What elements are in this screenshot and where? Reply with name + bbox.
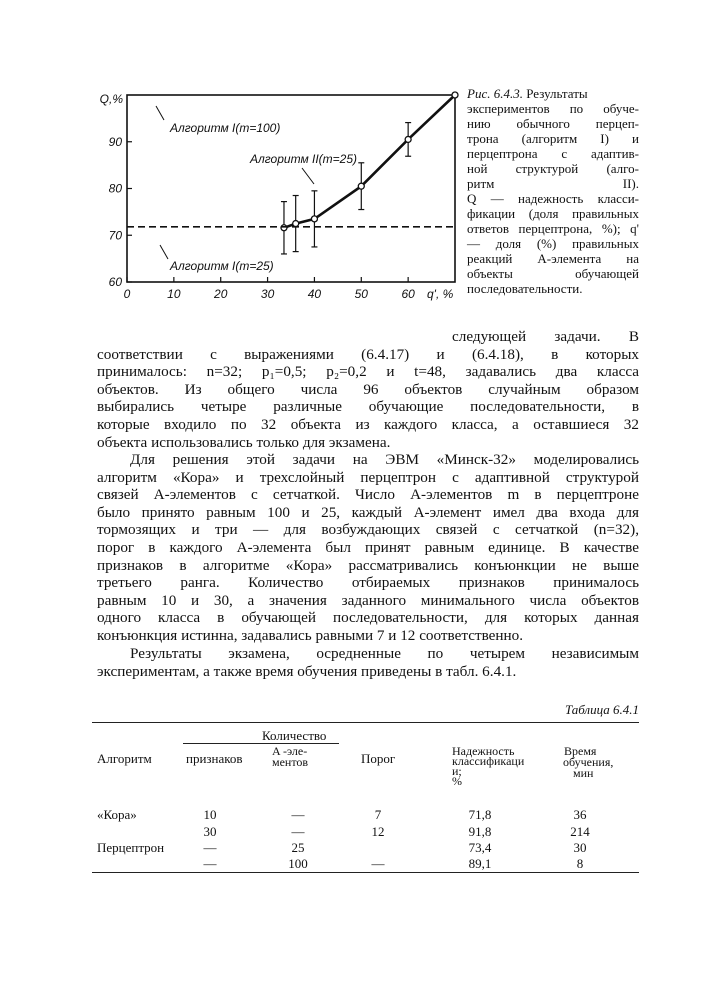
figure-caption-line: трона (алгоритм I) и <box>467 131 639 146</box>
text-line: следующей задачи. В <box>452 328 639 345</box>
th-reliability-1: Надежность <box>452 744 515 758</box>
text-line: которые входило по 32 объекта из каждого класса, а оставшиеся 32 <box>97 415 639 433</box>
y-tick-label: 90 <box>108 134 122 149</box>
th-elements-1: A -эле- <box>272 744 308 758</box>
text-line: объектов. Из общего числа 96 объектов случайным образом <box>97 380 639 398</box>
paragraph-3 <box>97 645 639 680</box>
figure-caption-label: Рис. 6.4.3. <box>467 86 523 101</box>
data-point <box>281 225 287 231</box>
text-line: тормозящих и три — для возбуждающих связей с сетчаткой (n=32), <box>97 521 639 539</box>
figure-caption <box>467 86 639 296</box>
table-cell-threshold: — <box>371 856 385 871</box>
table-bottom-rule <box>92 872 639 873</box>
x-tick-label: 0 <box>123 287 131 301</box>
table-cell-elements: — <box>291 824 305 839</box>
paragraph-1 <box>97 328 639 451</box>
text-line: третьего ранга. Количество отбираемых признаков принималось <box>97 574 639 592</box>
table-cell-threshold: 7 <box>374 807 382 822</box>
text-line: Результаты экзамена, осредненные по четырем независимым <box>130 645 639 662</box>
table-cell-threshold: 12 <box>371 824 385 839</box>
th-quantity: Количество <box>262 728 327 743</box>
table-caption: Таблица 6.4.1 <box>564 702 639 717</box>
figure-caption-line: нию обычного перцеп- <box>467 116 639 131</box>
x-tick-label: 60 <box>401 287 415 301</box>
text-line: принималось: n=32; p₁=0,5; p₂=0,2 и t=48, задавались два класса <box>97 363 639 381</box>
figure-caption-line: экспериментов по обуче- <box>467 101 639 116</box>
figure-caption-line: фикации (доля правильных <box>467 206 639 221</box>
figure-caption-line: ответов перцептрона, %); q' <box>467 221 639 236</box>
table-top-rule <box>92 722 639 723</box>
y-tick-label: 70 <box>108 228 122 243</box>
x-tick-label: 40 <box>307 287 322 301</box>
th-features: признаков <box>186 751 243 766</box>
y-tick-label: 80 <box>108 181 122 196</box>
data-point <box>293 221 299 227</box>
chart-annotations <box>156 106 357 273</box>
table-cell-time: 8 <box>576 856 584 871</box>
table-cell-time: 36 <box>573 807 587 822</box>
text-line: алгоритм «Кора» и трехслойный перцептрон с адаптивной структурой <box>97 468 639 486</box>
text-line: соответствии с выражениями (6.4.17) и (6.4.18), в которых <box>97 345 639 363</box>
figure-caption-line: Q — надежность класси- <box>467 191 639 206</box>
chart-series <box>127 92 458 254</box>
table-cell-features: 10 <box>203 807 217 822</box>
table-cell-time: 30 <box>573 840 587 855</box>
table-cell-algorithm: Перцептрон <box>97 840 165 855</box>
text-line: Для решения этой задачи на ЭВМ «Минск-32» моделировались <box>130 451 639 468</box>
table-cell-algorithm: «Кора» <box>97 807 137 822</box>
th-elements-2: ментов <box>272 755 309 769</box>
y-axis-label: Q,% <box>99 92 123 106</box>
th-reliability-4: % <box>452 774 462 788</box>
paragraph-2 <box>97 451 639 645</box>
text-line: порог в каждого A-элемента был принят равным единице. В качестве <box>97 538 639 556</box>
figure-caption-line: ритм II). <box>467 176 639 191</box>
th-reliability-3: и; <box>452 764 462 778</box>
table-cell-reliability: 89,1 <box>468 856 492 871</box>
text-line: равным 10 и 30, а значения заданного минимального числа объектов <box>97 591 639 609</box>
text-line: связей A-элементов с сетчаткой. Число A-элементов m в перцептроне <box>97 486 639 504</box>
th-threshold: Порог <box>361 751 396 766</box>
text-line: одного класса в обучающей последовательности, для которых данная <box>97 609 639 627</box>
table-cell-features: — <box>203 840 217 855</box>
th-algorithm: Алгоритм <box>97 751 152 766</box>
x-axis-label: q', % <box>427 287 454 301</box>
figure-caption-line: последовательности. <box>467 281 583 296</box>
data-point <box>452 92 458 98</box>
table-cell-reliability: 71,8 <box>468 807 492 822</box>
annotation-leader <box>156 106 164 120</box>
figure-chart <box>82 80 472 310</box>
th-time-2: обучения, <box>563 755 614 769</box>
figure-caption-line: Результаты <box>526 86 588 101</box>
table-cell-elements: — <box>291 807 305 822</box>
text-line: экспериментам, а также время обучения приведены в табл. 6.4.1. <box>97 662 517 680</box>
text-line: конъюнкция истинна, задавались равными 7 и 12 соответственно. <box>97 626 524 644</box>
y-tick-label: 60 <box>108 275 122 289</box>
text-line: объекта использовались только для экзамена. <box>97 433 391 451</box>
th-time-1: Время <box>564 744 597 758</box>
table-cell-elements: 100 <box>288 856 308 871</box>
figure-caption-line: объекты обучающей <box>467 266 639 281</box>
figure-caption-line: перцептрона с адаптив- <box>467 146 639 161</box>
text-line: выбирались четыре различные обучающие последовательности, в <box>97 398 639 416</box>
x-tick-label: 30 <box>260 287 275 301</box>
chart-annotation: Алгоритм I(m=25) <box>170 259 274 273</box>
th-time-3: мин <box>573 766 594 780</box>
data-point <box>358 183 364 189</box>
figure-caption-line: реакций A-элемента на <box>467 251 639 266</box>
table-cell-reliability: 91,8 <box>468 824 492 839</box>
x-tick-label: 10 <box>167 287 181 301</box>
table-cell-elements: 25 <box>291 840 305 855</box>
x-tick-label: 20 <box>214 287 228 301</box>
figure-caption-line: ной структурой (алго- <box>467 161 639 176</box>
data-point <box>405 136 411 142</box>
table-cell-features: 30 <box>203 824 217 839</box>
table-cell-time: 214 <box>570 824 590 839</box>
annotation-leader <box>160 245 168 259</box>
text-line: признаков в алгоритме «Кора» рассматривались конъюнкции не выше <box>97 556 639 574</box>
table-quantity-rule <box>183 743 339 744</box>
annotation-leader <box>302 168 314 184</box>
table-cell-reliability: 73,4 <box>468 840 492 855</box>
figure-caption-line: — доля (%) правильных <box>467 236 639 251</box>
data-point <box>311 216 317 222</box>
chart-annotation: Алгоритм II(m=25) <box>250 152 358 166</box>
x-tick-label: 50 <box>354 287 368 301</box>
chart-annotation: Алгоритм I(m=100) <box>170 121 281 135</box>
table-cell-features: — <box>203 856 217 871</box>
th-reliability-2: классификаци <box>452 754 525 768</box>
text-line: было принято равным 100 и 25, каждый A-элемент имел два входа для <box>97 503 639 521</box>
